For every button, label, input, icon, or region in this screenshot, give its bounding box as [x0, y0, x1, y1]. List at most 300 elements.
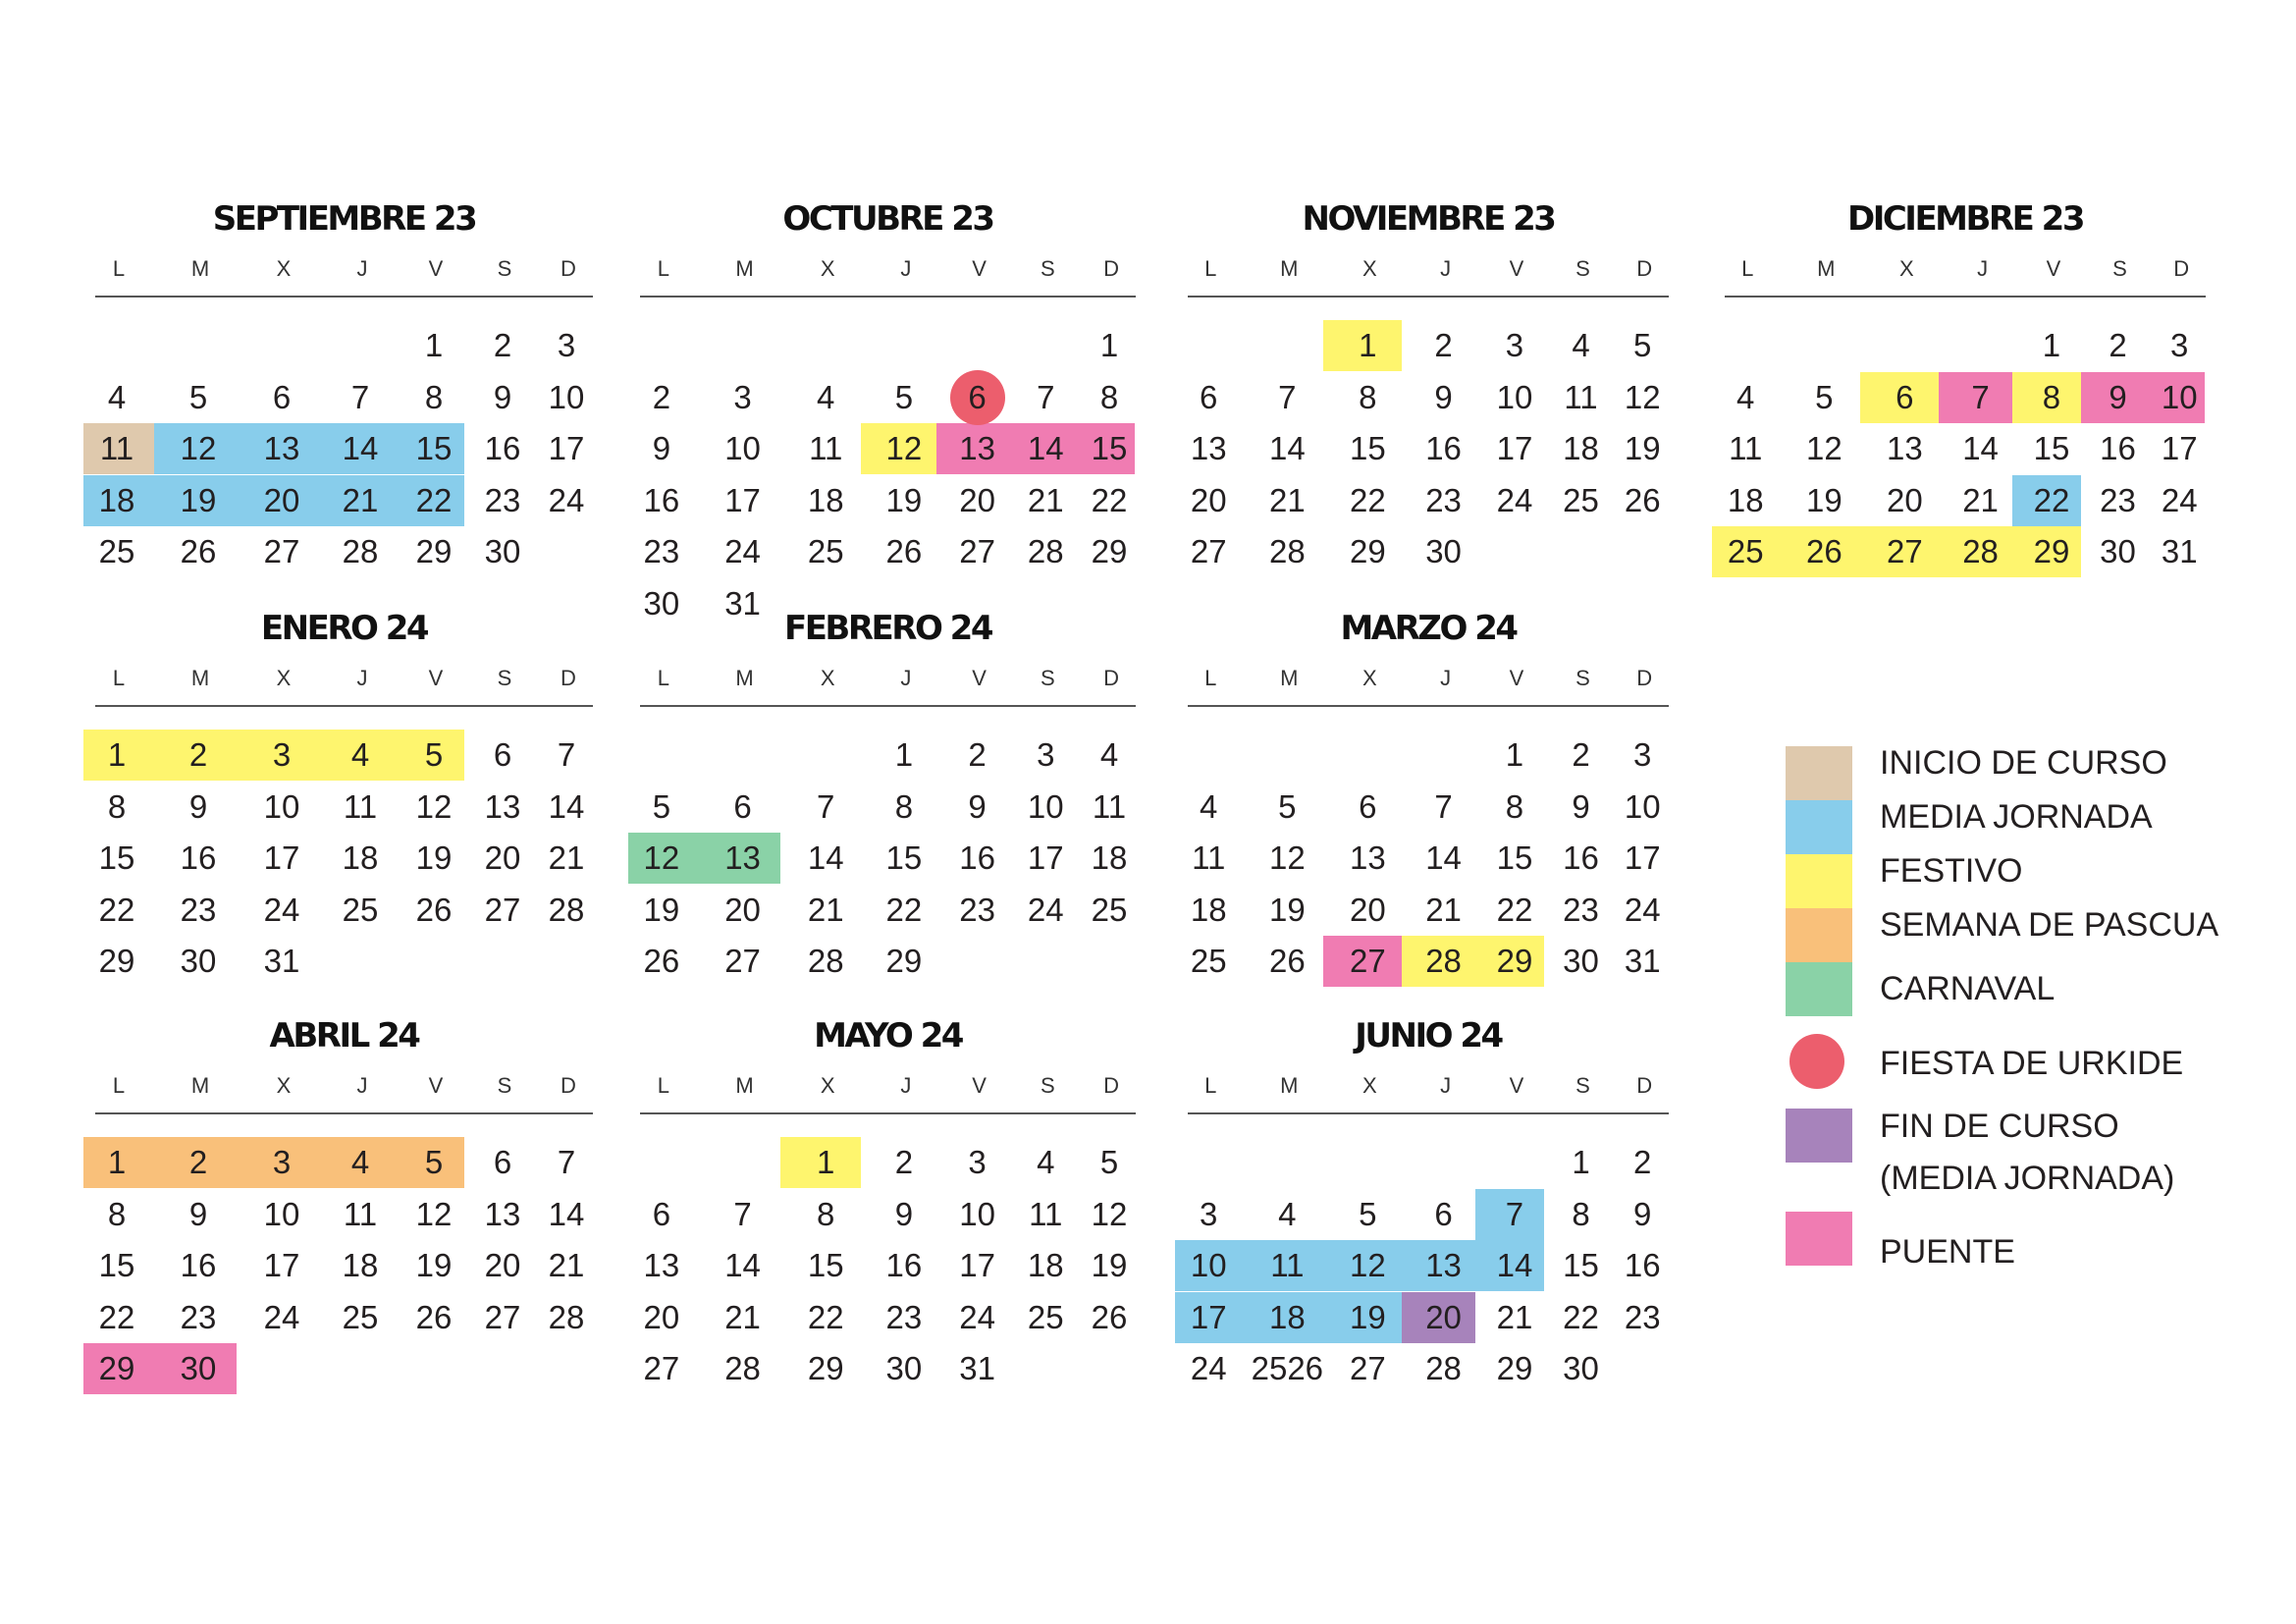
weekday-header: D	[1103, 1073, 1119, 1098]
day-cell: 13	[1190, 430, 1227, 466]
day-cell: 10	[263, 787, 300, 825]
weekday-header: L	[112, 256, 126, 281]
weekday-header: D	[561, 256, 576, 281]
day-cell: 3	[1037, 736, 1055, 773]
day-cell: 9	[188, 1195, 208, 1232]
day-cell: 22	[98, 1298, 135, 1335]
day-cell: 3	[272, 1144, 292, 1180]
day-cell: 14	[807, 839, 844, 876]
day-cell: 2	[968, 736, 987, 773]
day-cell: 25	[807, 533, 844, 569]
day-cell: 20	[724, 891, 761, 928]
day-cell: 7	[1278, 378, 1297, 415]
day-cell: 16	[180, 839, 217, 876]
day-cell: 16	[959, 839, 995, 876]
month-december	[1725, 199, 2206, 612]
day-cell: 18	[1027, 1247, 1064, 1283]
day-cell: 18	[1727, 481, 1764, 518]
weekday-header: X	[276, 666, 292, 690]
day-cell: 13	[1425, 1247, 1462, 1283]
day-cell: 6	[493, 736, 512, 773]
day-cell: 19	[1624, 430, 1661, 466]
day-cell: 8	[107, 787, 127, 825]
month-title: MARZO 24	[1340, 609, 1517, 648]
day-cell: 4	[817, 378, 835, 415]
day-cell: 19	[1268, 891, 1306, 928]
day-cell: 28	[807, 943, 844, 979]
weekday-header: X	[276, 1073, 292, 1098]
day-cell: 11	[809, 430, 843, 466]
day-cell: 14	[1496, 1247, 1533, 1283]
day-cell: 5	[424, 1144, 444, 1180]
day-cell: 22	[1563, 1298, 1599, 1335]
day-cell: 9	[188, 787, 208, 825]
weekday-header: X	[1362, 666, 1377, 690]
day-cell: 4	[107, 378, 127, 415]
day-cell: 24	[959, 1298, 995, 1335]
day-cell: 8	[817, 1195, 835, 1232]
day-cell: 22	[98, 891, 135, 928]
header-rule	[1188, 296, 1669, 298]
weekday-header: X	[820, 256, 835, 281]
day-cell: 29	[807, 1350, 844, 1386]
weekday-header: M	[735, 256, 754, 281]
day-cell: 3	[2170, 327, 2189, 363]
day-cell: 6	[1434, 1195, 1453, 1232]
header-rule	[95, 705, 593, 707]
day-cell: 2	[1572, 736, 1590, 773]
day-cell: 26	[1624, 481, 1661, 518]
day-cell: 26	[885, 533, 923, 569]
weekday-header: D	[1103, 666, 1119, 690]
day-cell: 20	[1887, 481, 1923, 518]
day-cell: 11	[99, 430, 134, 466]
day-cell: 13	[263, 430, 300, 466]
day-cell: 24	[1496, 481, 1533, 518]
weekday-header: S	[1040, 666, 1055, 690]
day-cell: 28	[1962, 533, 1999, 569]
header-rule	[95, 296, 593, 298]
day-cell: 30	[484, 533, 521, 569]
day-cell: 29	[1496, 1350, 1533, 1386]
day-cell: 24	[724, 533, 761, 569]
day-cell: 15	[807, 1247, 844, 1283]
day-cell: 7	[817, 787, 835, 825]
day-cell: 24	[1190, 1350, 1227, 1386]
weekday-header: S	[1040, 256, 1055, 281]
day-cell: 19	[415, 1247, 453, 1283]
weekday-header: D	[1636, 666, 1653, 690]
day-cell: 16	[1563, 839, 1599, 876]
day-cell: 6	[652, 1195, 671, 1232]
day-cell: 8	[2042, 378, 2061, 415]
weekday-header: M	[735, 666, 754, 690]
day-cell: 30	[885, 1350, 923, 1386]
day-cell: 8	[107, 1195, 127, 1232]
day-cell: 3	[1633, 736, 1652, 773]
day-cell: 18	[1563, 430, 1599, 466]
day-cell: 13	[484, 787, 521, 825]
day-cell: 23	[1425, 481, 1462, 518]
day-cell: 6	[1200, 378, 1218, 415]
day-cell: 28	[1425, 1350, 1462, 1386]
day-cell: 29	[1496, 943, 1533, 979]
weekday-header: V	[1509, 666, 1524, 690]
weekday-header: L	[112, 1073, 126, 1098]
day-cell: 18	[98, 481, 135, 518]
day-cell: 20	[959, 481, 995, 518]
weekday-header: J	[1440, 256, 1452, 281]
weekday-header: S	[1575, 1073, 1590, 1098]
day-cell: 9	[968, 787, 987, 825]
day-cell: 21	[1027, 481, 1064, 518]
day-cell: 27	[484, 1298, 521, 1335]
day-cell: 12	[1091, 1195, 1128, 1232]
legend-label-fin-curso: FIN DE CURSO	[1880, 1108, 2119, 1145]
day-cell: 7	[1037, 378, 1055, 415]
day-cell: 18	[1268, 1298, 1306, 1335]
day-cell: 30	[1425, 533, 1462, 569]
day-cell: 14	[1027, 430, 1064, 466]
weekday-header: D	[561, 1073, 576, 1098]
header-rule	[1188, 1112, 1669, 1114]
day-cell: 21	[724, 1298, 761, 1335]
day-cell: 2	[2109, 327, 2127, 363]
weekday-header: V	[972, 256, 987, 281]
day-cell: 5	[1099, 1144, 1119, 1180]
day-cell: 29	[1350, 533, 1386, 569]
day-cell: 22	[885, 891, 923, 928]
month-title: SEPTIEMBRE 23	[212, 199, 476, 239]
day-cell: 17	[548, 430, 585, 466]
day-cell: 24	[2161, 481, 2198, 518]
legend-label-fiesta-urkide: FIESTA DE URKIDE	[1880, 1045, 2184, 1082]
day-cell: 1	[2042, 327, 2061, 363]
weekday-header: J	[900, 256, 912, 281]
day-cell: 12	[1805, 430, 1842, 466]
day-cell: 20	[484, 839, 521, 876]
day-cell: 1	[1505, 736, 1524, 773]
day-cell: 23	[180, 891, 217, 928]
day-cell: 26	[1805, 533, 1842, 569]
day-cell: 19	[1091, 1247, 1128, 1283]
day-cell: 25	[98, 533, 135, 569]
day-cell: 22	[1350, 481, 1386, 518]
day-cell: 22	[415, 481, 453, 518]
day-cell: 15	[1091, 430, 1128, 466]
day-cell: 24	[1027, 891, 1064, 928]
day-cell: 31	[724, 584, 761, 622]
month-may	[640, 1016, 1136, 1389]
day-cell: 19	[1805, 481, 1842, 518]
day-cell: 15	[1350, 430, 1386, 466]
month-september	[95, 199, 593, 612]
day-cell: 11	[1192, 839, 1226, 876]
day-cell: 23	[484, 481, 521, 518]
weekday-header: M	[1280, 1073, 1299, 1098]
day-cell: 16	[643, 481, 680, 518]
day-cell: 23	[1624, 1298, 1661, 1335]
day-cell: 12	[643, 839, 680, 876]
legend-swatch-puente	[1786, 1212, 1852, 1266]
weekday-header: V	[428, 256, 444, 281]
day-cell: 11	[1029, 1195, 1063, 1232]
weekday-header: J	[1440, 666, 1452, 690]
day-cell: 31	[1624, 943, 1661, 979]
weekday-header: L	[112, 666, 126, 690]
day-cell: 4	[1200, 787, 1218, 825]
weekday-header: S	[2112, 256, 2127, 281]
day-cell: 30	[1563, 943, 1599, 979]
weekday-header: L	[657, 666, 670, 690]
day-cell: 21	[548, 1247, 585, 1283]
day-cell: 7	[350, 378, 370, 415]
weekday-header: J	[356, 1073, 368, 1098]
day-cell: 22	[2033, 481, 2070, 518]
weekday-header: D	[1636, 256, 1653, 281]
legend-swatch-festivo	[1786, 854, 1852, 908]
weekday-header: V	[2046, 256, 2061, 281]
header-rule	[640, 1112, 1136, 1114]
day-cell: 26	[415, 891, 453, 928]
month-february	[640, 609, 1136, 982]
month-june	[1188, 1016, 1669, 1389]
legend-label-festivo: FESTIVO	[1880, 852, 2023, 890]
month-title: MAYO 24	[814, 1016, 962, 1056]
weekday-header: X	[820, 666, 835, 690]
legend-swatch-semana-pascua	[1786, 908, 1852, 962]
day-cell: 16	[1624, 1247, 1661, 1283]
day-cell: 10	[263, 1195, 300, 1232]
day-cell: 13	[484, 1195, 521, 1232]
day-cell: 12	[1350, 1247, 1386, 1283]
day-cell: 10	[1190, 1247, 1227, 1283]
weekday-header: X	[1899, 256, 1914, 281]
day-cell: 3	[272, 736, 292, 773]
day-cell: 12	[1624, 378, 1661, 415]
month-title: JUNIO 24	[1355, 1016, 1502, 1056]
day-cell: 12	[885, 430, 923, 466]
day-cell: 1	[107, 1144, 127, 1180]
day-cell: 1	[424, 327, 444, 363]
legend-label-carnaval: CARNAVAL	[1880, 970, 2056, 1007]
legend-dot-fiesta-urkide	[1789, 1034, 1844, 1089]
day-cell: 17	[959, 1247, 995, 1283]
legend-swatch-inicio	[1786, 746, 1852, 800]
day-cell: 17	[263, 1247, 300, 1283]
day-cell: 3	[557, 327, 576, 363]
day-cell: 10	[1496, 378, 1533, 415]
day-cell: 17	[1624, 839, 1661, 876]
day-cell: 2	[1434, 327, 1453, 363]
weekday-header: L	[1204, 1073, 1217, 1098]
day-cell: 8	[424, 378, 444, 415]
day-cell: 27	[1887, 533, 1923, 569]
day-cell: 1	[1099, 327, 1119, 363]
legend-label-puente: PUENTE	[1880, 1233, 2015, 1271]
day-cell: 12	[1268, 839, 1306, 876]
day-cell: 18	[807, 481, 844, 518]
day-cell: 22	[1496, 891, 1533, 928]
day-cell: 30	[1563, 1350, 1599, 1386]
day-cell: 27	[263, 533, 300, 569]
day-cell: 17	[1190, 1298, 1227, 1335]
day-cell: 28	[1425, 943, 1462, 979]
day-cell: 18	[1190, 891, 1227, 928]
day-cell: 23	[959, 891, 995, 928]
day-cell: 16	[1425, 430, 1462, 466]
day-cell: 11	[343, 787, 378, 825]
weekday-header: V	[972, 666, 987, 690]
weekday-header: S	[1040, 1073, 1055, 1098]
day-cell: 10	[1027, 787, 1064, 825]
day-cell: 30	[2100, 533, 2136, 569]
month-title: DICIEMBRE 23	[1846, 199, 2083, 239]
day-cell: 17	[1027, 839, 1064, 876]
day-cell: 20	[1190, 481, 1227, 518]
day-cell: 29	[415, 533, 453, 569]
weekday-header: M	[1280, 666, 1299, 690]
day-cell: 6	[272, 378, 292, 415]
day-cell: 19	[180, 481, 217, 518]
day-cell: 29	[98, 943, 135, 979]
day-cell: 9	[1434, 378, 1453, 415]
day-cell: 19	[1350, 1298, 1386, 1335]
day-cell: 5	[1633, 327, 1652, 363]
day-cell: 11	[1092, 787, 1127, 825]
legend-label-semana-pascua: SEMANA DE PASCUA	[1880, 906, 2219, 944]
day-cell: 11	[1270, 1247, 1305, 1283]
day-cell: 1	[894, 736, 914, 773]
day-cell: 21	[342, 481, 379, 518]
day-cell: 25	[1027, 1298, 1064, 1335]
day-cell: 4	[1037, 1144, 1055, 1180]
month-title: NOVIEMBRE 23	[1302, 199, 1555, 239]
day-cell: 25	[1091, 891, 1128, 928]
legend-label-media-jornada: MEDIA JORNADA	[1880, 798, 2153, 836]
day-cell: 19	[643, 891, 680, 928]
day-cell: 14	[1425, 839, 1462, 876]
weekday-header: S	[1575, 256, 1590, 281]
header-rule	[1188, 705, 1669, 707]
day-cell: 12	[180, 430, 217, 466]
day-cell: 9	[1633, 1195, 1652, 1232]
day-cell: 28	[1027, 533, 1064, 569]
day-cell: 9	[894, 1195, 914, 1232]
day-cell: 23	[885, 1298, 923, 1335]
day-cell: 30	[180, 1350, 217, 1386]
day-cell: 9	[2109, 378, 2127, 415]
day-cell: 27	[484, 891, 521, 928]
day-cell: 7	[1971, 378, 1990, 415]
day-cell: 5	[188, 378, 208, 415]
day-cell: 17	[1496, 430, 1533, 466]
day-cell: 20	[263, 481, 300, 518]
day-cell: 8	[1572, 1195, 1590, 1232]
day-cell: 3	[733, 378, 752, 415]
day-cell: 21	[548, 839, 585, 876]
day-cell: 26	[643, 943, 680, 979]
day-cell: 26	[1268, 943, 1306, 979]
day-cell: 20	[1425, 1298, 1462, 1335]
day-cell: 13	[724, 839, 761, 876]
legend-label-inicio: INICIO DE CURSO	[1880, 744, 2167, 782]
day-cell: 28	[724, 1350, 761, 1386]
weekday-header: M	[190, 666, 210, 690]
weekday-header: S	[497, 256, 512, 281]
weekday-header: V	[1509, 1073, 1524, 1098]
day-cell: 21	[1268, 481, 1306, 518]
day-cell: 28	[548, 891, 585, 928]
day-cell: 28	[342, 533, 379, 569]
day-cell: 8	[1099, 378, 1119, 415]
day-cell: 15	[1563, 1247, 1599, 1283]
day-cell: 27	[724, 943, 761, 979]
weekday-header: J	[900, 666, 912, 690]
weekday-header: D	[2173, 256, 2190, 281]
weekday-header: D	[1103, 256, 1119, 281]
day-cell: 16	[2100, 430, 2136, 466]
day-cell: 10	[959, 1195, 995, 1232]
day-cell: 15	[885, 839, 923, 876]
day-cell: 6	[1359, 787, 1377, 825]
day-cell: 28	[548, 1298, 585, 1335]
day-cell: 27	[1350, 943, 1386, 979]
day-cell: 23	[1563, 891, 1599, 928]
header-rule	[640, 296, 1136, 298]
day-cell: 23	[180, 1298, 217, 1335]
weekday-header: J	[356, 256, 368, 281]
day-cell: 16	[180, 1247, 217, 1283]
day-cell: 17	[2161, 430, 2198, 466]
weekday-header: L	[1204, 666, 1217, 690]
day-cell: 2	[493, 327, 512, 363]
day-cell: 12	[415, 787, 453, 825]
day-cell: 25	[342, 1298, 379, 1335]
day-cell: 26	[1091, 1298, 1128, 1335]
header-rule	[95, 1112, 593, 1114]
day-cell: 26	[415, 1298, 453, 1335]
day-cell: 24	[548, 481, 585, 518]
weekday-header: X	[820, 1073, 835, 1098]
weekday-header: D	[1636, 1073, 1653, 1098]
day-cell: 8	[894, 787, 914, 825]
day-cell: 30	[180, 943, 217, 979]
day-cell: 13	[1887, 430, 1923, 466]
day-cell: 21	[1425, 891, 1462, 928]
day-cell: 18	[342, 839, 379, 876]
day-cell: 8	[1359, 378, 1377, 415]
day-cell: 23	[643, 533, 680, 569]
day-cell: 2	[188, 736, 208, 773]
day-cell: 25	[1727, 533, 1764, 569]
day-cell: 5	[1278, 787, 1297, 825]
day-cell: 10	[724, 430, 761, 466]
day-cell: 14	[1962, 430, 1999, 466]
day-cell: 22	[1091, 481, 1128, 518]
weekday-header: J	[356, 666, 368, 690]
day-cell: 5	[424, 736, 444, 773]
day-cell: 15	[98, 1247, 135, 1283]
day-cell: 4	[1278, 1195, 1297, 1232]
weekday-header: L	[657, 1073, 670, 1098]
day-cell: 13	[1350, 839, 1386, 876]
day-cell: 5	[652, 787, 671, 825]
weekday-header: V	[428, 1073, 444, 1098]
day-cell: 9	[493, 378, 512, 415]
weekday-header: M	[190, 256, 210, 281]
month-title: ENERO 24	[260, 609, 428, 648]
